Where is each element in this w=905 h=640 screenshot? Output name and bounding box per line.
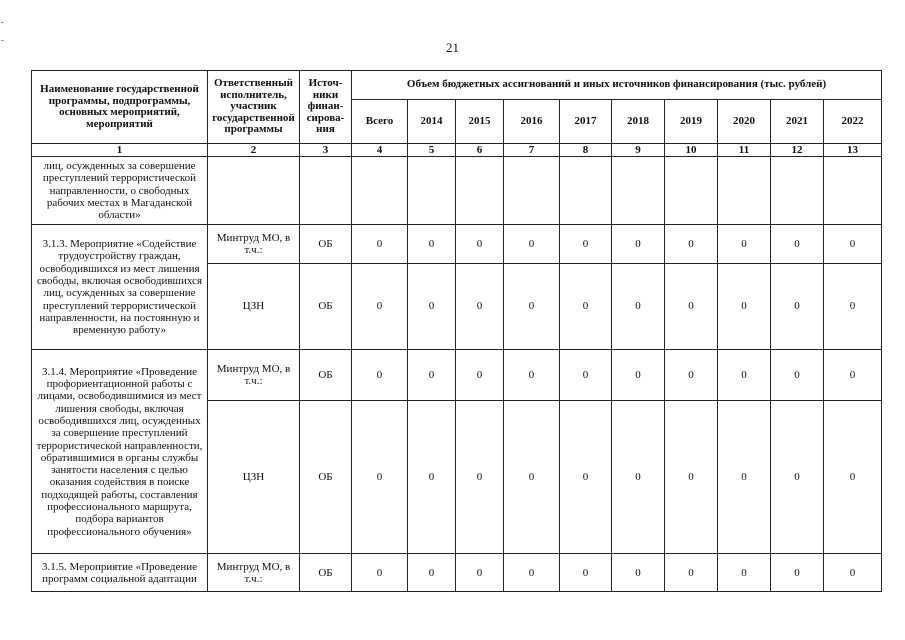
executor-cell: Минтруд МО, в т.ч.:: [208, 225, 300, 263]
value-cell: 0: [560, 263, 612, 350]
value-cell: 0: [352, 263, 408, 350]
value-cell: 0: [771, 350, 824, 400]
value-cell: 0: [408, 263, 456, 350]
executor-cell: ЦЗН: [208, 263, 300, 350]
value-cell: 0: [504, 263, 560, 350]
value-cell: 0: [612, 350, 665, 400]
column-number: 13: [824, 144, 882, 157]
column-number: 6: [456, 144, 504, 157]
value-cell: 0: [456, 400, 504, 554]
value-cell: 0: [665, 350, 718, 400]
value-cell: 0: [504, 554, 560, 592]
value-cell: 0: [665, 225, 718, 263]
value-cell: 0: [824, 350, 882, 400]
value-cell: 0: [824, 225, 882, 263]
header-year: 2015: [456, 100, 504, 144]
table-row: [32, 157, 882, 225]
value-cell: 0: [824, 400, 882, 554]
value-cell: 0: [352, 400, 408, 554]
column-number: 10: [665, 144, 718, 157]
source-cell: ОБ: [300, 225, 352, 263]
column-number: 5: [408, 144, 456, 157]
value-cell: 0: [456, 225, 504, 263]
value-cell: 0: [718, 225, 771, 263]
value-cell: 0: [612, 225, 665, 263]
value-cell: 0: [408, 225, 456, 263]
page-number: 21: [446, 40, 459, 55]
measure-3-1-4: 3.1.4. Мероприятие «Проведение профориентационной работы с лицами, освободившимися из мест лишения свободы, включая освободившихся лиц, осужденных за совершение преступлений террористической направленности, обратившимися в органы службы занятости населения с целью оказания содействия в поиске подходящей работы, составления профессионального маршрута, подбора вариантов профессионального обучения»: [32, 350, 208, 554]
source-cell: ОБ: [300, 554, 352, 592]
value-cell: 0: [408, 400, 456, 554]
header-name: Наименование государственной программы, подпрограммы, основных мероприятий, мероприятий: [32, 71, 208, 144]
value-cell: 0: [504, 225, 560, 263]
value-cell: 0: [718, 400, 771, 554]
value-cell: 0: [560, 400, 612, 554]
value-cell: 0: [504, 350, 560, 400]
value-cell: 0: [665, 400, 718, 554]
column-number: 2: [208, 144, 300, 157]
header-year: 2014: [408, 100, 456, 144]
value-cell: 0: [665, 263, 718, 350]
column-number: 1: [32, 144, 208, 157]
header-year: 2018: [612, 100, 665, 144]
header-year: 2021: [771, 100, 824, 144]
value-cell: 0: [612, 263, 665, 350]
header-source: Источ-ники финан-сирова-ния: [300, 71, 352, 144]
header-year: 2022: [824, 100, 882, 144]
header-volume: Объем бюджетных ассигнований и иных источников финансирования (тыс. рублей): [352, 71, 882, 100]
value-cell: 0: [504, 400, 560, 554]
executor-cell: [208, 157, 300, 225]
value-cell: 0: [408, 554, 456, 592]
margin-mark: [1, 22, 4, 23]
value-cell: 0: [456, 350, 504, 400]
executor-cell: Минтруд МО, в т.ч.:: [208, 350, 300, 400]
source-cell: [300, 157, 352, 225]
value-cell: 0: [718, 350, 771, 400]
header-year: 2016: [504, 100, 560, 144]
margin-mark: [1, 40, 4, 41]
value-cell: 0: [612, 400, 665, 554]
header-year: 2020: [718, 100, 771, 144]
value-cell: 0: [771, 225, 824, 263]
value-cell: 0: [456, 263, 504, 350]
source-cell: ОБ: [300, 400, 352, 554]
value-cell: 0: [352, 225, 408, 263]
value-cell: 0: [560, 554, 612, 592]
column-number: 7: [504, 144, 560, 157]
column-number: 12: [771, 144, 824, 157]
budget-table: [31, 70, 882, 592]
value-cell: 0: [560, 350, 612, 400]
header-total: Всего: [352, 100, 408, 144]
value-cell: 0: [456, 554, 504, 592]
value-cell: 0: [560, 225, 612, 263]
value-cell: 0: [771, 554, 824, 592]
value-cell: 0: [408, 350, 456, 400]
header-year: 2017: [560, 100, 612, 144]
value-cell: 0: [612, 554, 665, 592]
value-cell: 0: [352, 554, 408, 592]
value-cell: 0: [718, 263, 771, 350]
value-cell: 0: [771, 263, 824, 350]
table-row: [32, 554, 882, 592]
table-row: [32, 225, 882, 263]
header-executor: Ответственный исполнитель, участник государственной программы: [208, 71, 300, 144]
executor-cell: Минтруд МО, в т.ч.:: [208, 554, 300, 592]
value-cell: 0: [718, 554, 771, 592]
column-number-row: [32, 144, 882, 157]
table-row: [32, 350, 882, 400]
value-cell: 0: [352, 350, 408, 400]
header-year: 2019: [665, 100, 718, 144]
value-cell: 0: [665, 554, 718, 592]
column-number: 11: [718, 144, 771, 157]
value-cell: 0: [824, 263, 882, 350]
source-cell: ОБ: [300, 350, 352, 400]
source-cell: ОБ: [300, 263, 352, 350]
executor-cell: ЦЗН: [208, 400, 300, 554]
column-number: 3: [300, 144, 352, 157]
column-number: 8: [560, 144, 612, 157]
measure-3-1-3: 3.1.3. Мероприятие «Содействие трудоустройству граждан, освободившихся из мест лишения свободы, включая освободившихся лиц, осужденных за совершение преступлений террористической направленности, на постоянную и временную работу»: [32, 225, 208, 350]
column-number: 4: [352, 144, 408, 157]
value-cell: 0: [824, 554, 882, 592]
continuation-text: лиц, осужденных за совершение преступлений террористической направленности, о свободных рабочих местах в Магаданской области»: [32, 157, 208, 225]
column-number: 9: [612, 144, 665, 157]
measure-3-1-5: 3.1.5. Мероприятие «Проведение программ социальной адаптации: [32, 554, 208, 592]
value-cell: 0: [771, 400, 824, 554]
